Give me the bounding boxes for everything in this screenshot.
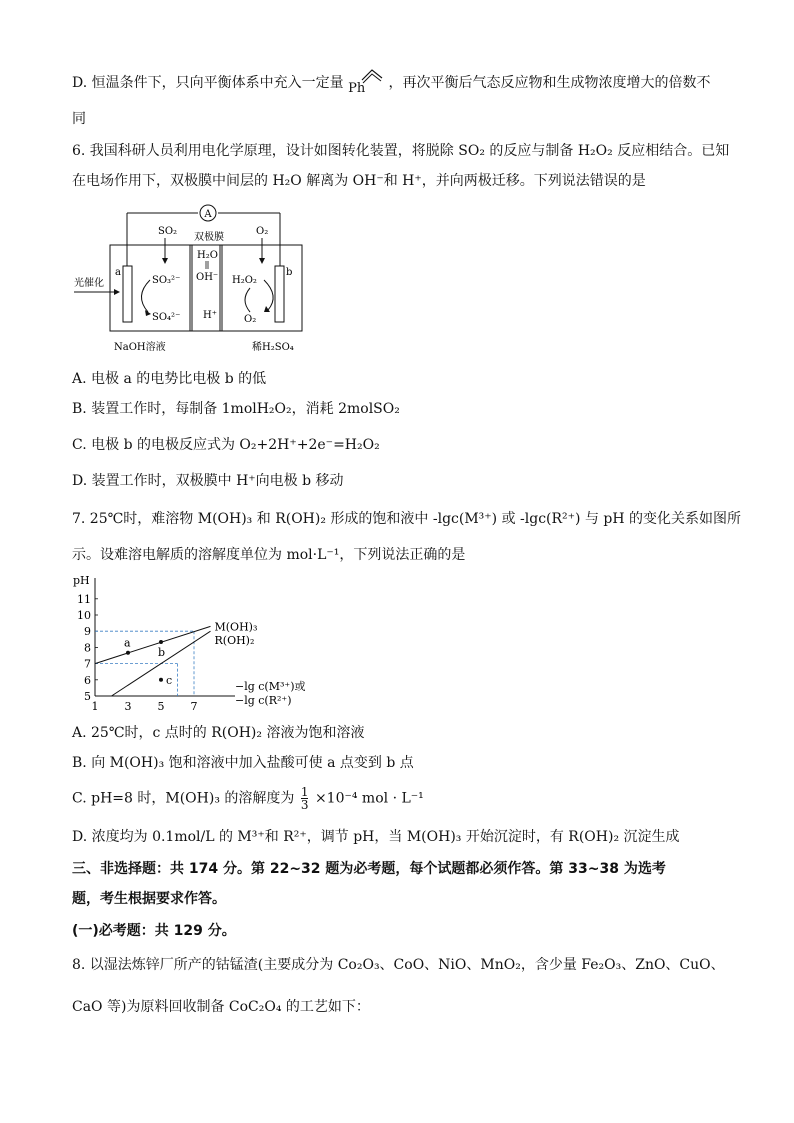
o2-inlet-label: O₂ bbox=[256, 226, 269, 237]
y-tick-label: 7 bbox=[84, 657, 91, 671]
x-tick-label: 7 bbox=[190, 700, 198, 712]
vinyl-bond-icon bbox=[348, 66, 384, 88]
q7-option-b: B. 向 M(OH)₃ 饱和溶液中加入盐酸可使 a 点变到 b 点 bbox=[72, 755, 414, 771]
q5-option-d-text-3: 同 bbox=[72, 111, 86, 127]
electrode-b-label: b bbox=[286, 267, 293, 278]
section-title-line2: 题，考生根据要求作答。 bbox=[72, 891, 226, 907]
electrolysis-diagram bbox=[72, 200, 332, 360]
y-axis-label: pH bbox=[73, 574, 90, 587]
section-subtitle: (一)必考题：共 129 分。 bbox=[72, 923, 236, 939]
q5-structure-formula bbox=[348, 72, 384, 94]
electrode-a bbox=[123, 266, 132, 322]
oh-label: OH⁻ bbox=[196, 272, 219, 283]
q6-option-d: D. 装置工作时，双极膜中 H⁺向电极 b 移动 bbox=[72, 473, 344, 489]
o2-right-label: O₂ bbox=[244, 314, 257, 325]
q5-option-d bbox=[72, 72, 711, 94]
h-label: H⁺ bbox=[203, 310, 217, 321]
y-tick-label: 10 bbox=[77, 609, 91, 622]
light-catalysis-label: 光催化 bbox=[74, 278, 104, 289]
point-label-b: b bbox=[158, 646, 166, 660]
q7-option-c-text-2: ×10⁻⁴ mol · L⁻¹ bbox=[314, 790, 424, 807]
q7-option-c bbox=[72, 786, 424, 811]
electrode-b bbox=[275, 266, 284, 322]
q8-stem-line2: CaO 等)为原料回收制备 CoC₂O₄ 的工艺如下： bbox=[72, 999, 370, 1015]
fraction bbox=[301, 786, 309, 811]
ammeter-label: A bbox=[204, 209, 212, 220]
q6-option-c: C. 电极 b 的电极反应式为 O₂+2H⁺+2e⁻=H₂O₂ bbox=[72, 437, 380, 453]
y-tick-label: 6 bbox=[84, 673, 91, 687]
q6-stem-line2: 在电场作用下，双极膜中间层的 H₂O 解离为 OH⁻和 H⁺，并向两极迁移。下列说法错误的是 bbox=[72, 173, 646, 189]
q6-stem-line1: 6. 我国科研人员利用电化学原理，设计如图转化装置，将脱除 SO₂ 的反应与制备 H₂O₂ 反应相结合。已知 bbox=[72, 143, 730, 159]
point-a bbox=[126, 651, 130, 655]
series-label-m: M(OH)₃ bbox=[214, 620, 258, 634]
q5-option-d-text-2: ，再次平衡后气态反应物和生成物浓度增大的倍数不 bbox=[388, 75, 711, 91]
q7-stem-line1: 7. 25℃时，难溶物 M(OH)₃ 和 R(OH)₂ 形成的饱和液中 -lgc(M³⁺) 或 -lgc(R²⁺) 与 pH 的变化关系如图所 bbox=[72, 511, 742, 527]
y-tick-label: 9 bbox=[84, 625, 91, 639]
fraction-numerator: 1 bbox=[300, 785, 309, 799]
point-label-a: a bbox=[124, 636, 131, 650]
q6-option-b: B. 装置工作时，每制备 1molH₂O₂，消耗 2molSO₂ bbox=[72, 401, 400, 417]
h2so4-label: 稀H₂SO₄ bbox=[252, 342, 294, 353]
q8-stem-line1: 8. 以湿法炼锌厂所产的钴锰渣(主要成分为 Co₂O₃、CoO、NiO、MnO₂，含少量 Fe₂O₃、ZnO、CuO、 bbox=[72, 957, 725, 973]
q6-option-a: A. 电极 a 的电势比电极 b 的低 bbox=[72, 371, 267, 387]
point-c bbox=[159, 678, 163, 682]
ph-label: Ph bbox=[348, 81, 366, 96]
q5-option-d-text: D. 恒温条件下，只向平衡体系中充入一定量 bbox=[72, 75, 344, 91]
naoh-label: NaOH溶液 bbox=[114, 342, 166, 353]
series-line-m bbox=[95, 626, 211, 663]
so3-label: SO₃²⁻ bbox=[152, 275, 181, 286]
h2o2-label: H₂O₂ bbox=[232, 275, 257, 286]
q7-chart bbox=[70, 572, 320, 712]
x-tick-label: 5 bbox=[157, 700, 165, 712]
y-tick-label: 11 bbox=[77, 592, 91, 606]
series-label-r: R(OH)₂ bbox=[214, 634, 255, 648]
point-label-c: c bbox=[166, 673, 173, 687]
q7-option-a: A. 25℃时，c 点时的 R(OH)₂ 溶液为饱和溶液 bbox=[72, 725, 365, 741]
q7-stem-line2: 示。设难溶电解质的溶解度单位为 mol·L⁻¹，下列说法正确的是 bbox=[72, 547, 466, 563]
x-axis-label-2: −lg c(R²⁺) bbox=[235, 694, 292, 707]
electrode-a-label: a bbox=[115, 267, 121, 278]
membrane-label: 双极膜 bbox=[194, 232, 224, 243]
y-tick-label: 8 bbox=[84, 641, 91, 655]
x-tick-label: 3 bbox=[124, 700, 132, 712]
so2-inlet-label: SO₂ bbox=[158, 226, 178, 237]
y-tick-label: 5 bbox=[84, 690, 91, 703]
fraction-denominator: 3 bbox=[300, 798, 309, 812]
section-title-line1: 三、非选择题：共 174 分。第 22~32 题为必考题，每个试题都必须作答。第 33~38 为选考 bbox=[72, 861, 666, 877]
x-tick-label: 1 bbox=[91, 700, 99, 712]
x-axis-label-1: −lg c(M³⁺)或 bbox=[235, 680, 306, 693]
h2o-label: H₂O bbox=[197, 250, 218, 261]
so4-label: SO₄²⁻ bbox=[152, 312, 181, 323]
q7-option-d: D. 浓度均为 0.1mol/L 的 M³⁺和 R²⁺，调节 pH，当 M(OH)₃ 开始沉淀时，有 R(OH)₂ 沉淀生成 bbox=[72, 829, 680, 845]
q7-option-c-text: C. pH=8 时，M(OH)₃ 的溶解度为 bbox=[72, 790, 295, 807]
point-b bbox=[159, 640, 163, 644]
